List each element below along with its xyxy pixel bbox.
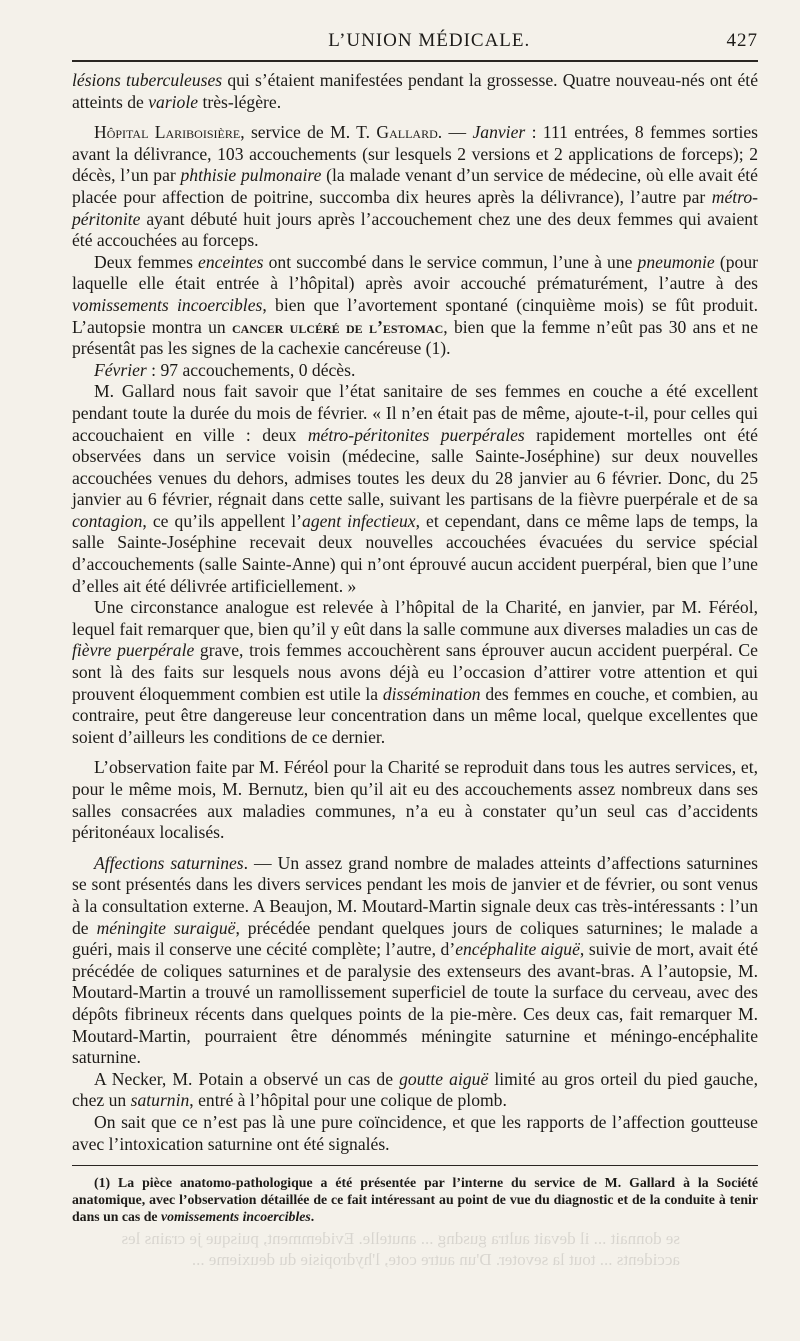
italic-term: encéphalite aiguë xyxy=(455,939,580,960)
month-label: Février xyxy=(94,359,147,380)
footnote xyxy=(72,1174,758,1225)
text-run: , bien que la femme n’eût pas 30 ans et ne présentât pas les signes de la cachexie cancéreuse (1). xyxy=(72,316,759,359)
text-run: très-légère. xyxy=(198,91,282,112)
text-run: (pour laquelle elle était entrée à l’hôpital) après avoir accouché prématurément, l’autre à des xyxy=(72,251,758,294)
text-run: Deux femmes xyxy=(94,251,199,272)
journal-title: L’UNION MÉDICALE. xyxy=(328,30,531,51)
text-run: des femmes en couche, et combien, au contraire, peut être dangereuse leur concentration dans un même local, quelque excellentes que soient d’ailleurs les conditions de ce dernier. xyxy=(72,683,758,747)
italic-term: phthisie pulmonaire xyxy=(180,165,322,186)
paragraph-7: L’observation faite par M. Féréol pour la Charité se reproduit dans tous les autres services, et, pour le même mois, M. Bernutz, bien qu’il ait eu des accouchements assez nombreux dans ses salles consacrées aux maladies communes, n’a eu à constater qu’un seul cas d’accidents péritonéaux localisés. xyxy=(72,757,758,843)
paragraph-10: On sait que ce n’est pas là une pure coïncidence, et que les rapports de l’affection goutteuse avec l’intoxication saturnine ont été signalés. xyxy=(72,1111,758,1154)
paragraph-4 xyxy=(72,360,758,382)
text-run: M. Gallard nous fait savoir que l’état sanitaire de ses femmes en couche a été excellent pendant toute la durée du mois de février. « Il n’en était pas de même, ajoute-t-il, pour celles qui accouchaient en ville : deux xyxy=(72,381,758,445)
text-run: , précédée pendant quelques jours de coliques saturnines; le malade a guéri, mais il conserve une cécité complète; l’autre, d’ xyxy=(72,917,758,960)
month-label: Janvier xyxy=(472,122,526,143)
text-run: (la malade venant d’un service de médecine, où elle avait été placée pour affection de poitrine, succomba dix heures après la délivrance), l’autre par xyxy=(72,165,758,207)
bleed-through-text: se donnait ... il devait aultra gusdng ... anutelle. Evidemment, puisque je crains les accidents ... tout la sevoter. D'un autre cote, l'hydropisie du deuxieme ... xyxy=(121,1229,680,1269)
text-run: . xyxy=(310,1209,315,1225)
italic-term: contagion xyxy=(72,510,143,531)
text-run: . — Un assez grand nombre de malades atteints d’affections saturnines se sont présentés dans les divers services pendant les mois de janvier et de février, ou sont venus à la consultation externe. A Beaujon, M. Moutard-Martin signale deux cas très-intéressants : l’un de xyxy=(72,852,758,938)
text-run: , service de M. T. xyxy=(240,122,377,143)
emphasized-term: cancer ulcéré de l’estomac xyxy=(232,316,444,337)
italic-term: métro-péritonite xyxy=(72,186,758,229)
text-run: , suivie de mort, avait été précédée de coliques saturnines et de paralysie des extenseurs des avant-bras. A l’autopsie, M. Moutard-Martin a trouvé un ramollissement superficiel de toute la surface du cerveau, avec des dépôts fibrineux récents dans quelques points de la pie-mère. Ces deux cas, fait remarquer M. Moutard-Martin, pourraient être dénommés méningite saturnine et méningo-encéphalite saturnine. xyxy=(72,939,758,1068)
text-run: (1) La pièce anatomo-pathologique a été présentée par l’interne du service de M. Gallard à la Société anatomique, avec l’observation détaillée de ce fait intéressant au point de vue du diagnostic et de la conduite à tenir dans un cas de xyxy=(72,1175,758,1225)
text-run: , entré à l’hôpital pour une colique de plomb. xyxy=(189,1090,507,1111)
text-run: , bien que l’avortement spontané (cinquième mois) se fût produit. L’autopsie montra un xyxy=(72,294,758,337)
text-run: : 97 accouchements, 0 décès. xyxy=(146,359,356,380)
text-run: ayant débuté huit jours après l’accouchement chez une des deux femmes qui avaient été accouchées au forceps. xyxy=(72,208,758,251)
italic-term: variole xyxy=(148,91,199,112)
italic-term: vomissements incoercibles xyxy=(72,294,263,315)
text-run: A Necker, M. Potain a observé un cas de xyxy=(94,1068,400,1089)
text-run: . — xyxy=(437,122,473,143)
text-run: limité au gros orteil du pied gauche, chez un xyxy=(72,1068,758,1111)
section-heading: Affections saturnines xyxy=(94,852,244,873)
header-rule xyxy=(72,60,758,62)
italic-term: lésions tuberculeuses xyxy=(72,70,223,90)
text-run: grave, trois femmes accouchèrent sans éprouver aucun accident puerpéral. Ce sont là des faits sur lesquels nous avons déjà eu l’occasion d’attirer votre attention et qui prouvent éloquemment combien est utile la xyxy=(72,640,758,704)
paragraph-6 xyxy=(72,597,758,748)
italic-term: méningite suraiguë xyxy=(96,917,236,938)
italic-term: vomissements incoercibles xyxy=(160,1209,311,1225)
italic-term: enceintes xyxy=(198,251,264,272)
text-run: rapidement mortelles ont été observées dans un service voisin (médecine, salle Sainte-Joséphine) sur deux nouvelles accouchées venues du dehors, admises toutes les deux du 28 janvier au 6 février. Donc, du 25 janvier au 6 février, régnait dans cette salle, suivant les partisans de la fièvre puerpérale et de sa xyxy=(72,424,758,510)
paragraph-3 xyxy=(72,252,758,360)
italic-term: pneumonie xyxy=(637,251,715,272)
page-number: 427 xyxy=(726,30,758,51)
italic-term: dissémination xyxy=(382,683,481,704)
paragraph-5 xyxy=(72,381,758,597)
italic-term: saturnin xyxy=(130,1090,190,1111)
running-header xyxy=(72,30,758,52)
italic-term: métro-péritonites puerpérales xyxy=(307,424,525,445)
physician-name: Gallard xyxy=(376,122,438,143)
italic-term: fièvre puerpérale xyxy=(72,640,195,661)
paragraph-2 xyxy=(72,122,758,252)
text-run: , et cependant, dans ce même laps de temps, la salle Sainte-Joséphine recevait deux nouvelles accouchées évacuées du service spécial d’accouchements (salle Sainte-Anne) qui n’ont éprouvé aucun accident puerpéral, bien que l’une d’elles ait été délivrée artificiellement. » xyxy=(72,510,758,596)
paragraph-9 xyxy=(72,1069,758,1112)
text-run: : 111 entrées, 8 femmes sorties avant la délivrance, 103 accouchements (sur lesquels 2 versions et 2 applications de forceps); 2 décès, l’un par xyxy=(72,122,758,186)
text-run: ont succombé dans le service commun, l’une à une xyxy=(263,251,638,272)
italic-term: agent infectieux xyxy=(302,510,416,531)
paragraph-8 xyxy=(72,853,758,1069)
italic-term: goutte aiguë xyxy=(399,1068,489,1089)
paragraph-1 xyxy=(72,70,758,113)
text-run: qui s’étaient manifestées pendant la grossesse. Quatre nouveau-nés ont été atteints de xyxy=(72,70,759,112)
text-run: , ce qu’ils appellent l’ xyxy=(142,510,303,531)
article-body xyxy=(72,70,758,1155)
text-run: Une circonstance analogue est relevée à l’hôpital de la Charité, en janvier, par M. Féréol, lequel fait remarquer que, bien qu’il y eût dans la salle commune aux diverses maladies un cas de xyxy=(72,597,758,639)
hospital-name: Hôpital Lariboisière xyxy=(94,122,241,143)
footnote-rule xyxy=(72,1165,758,1166)
